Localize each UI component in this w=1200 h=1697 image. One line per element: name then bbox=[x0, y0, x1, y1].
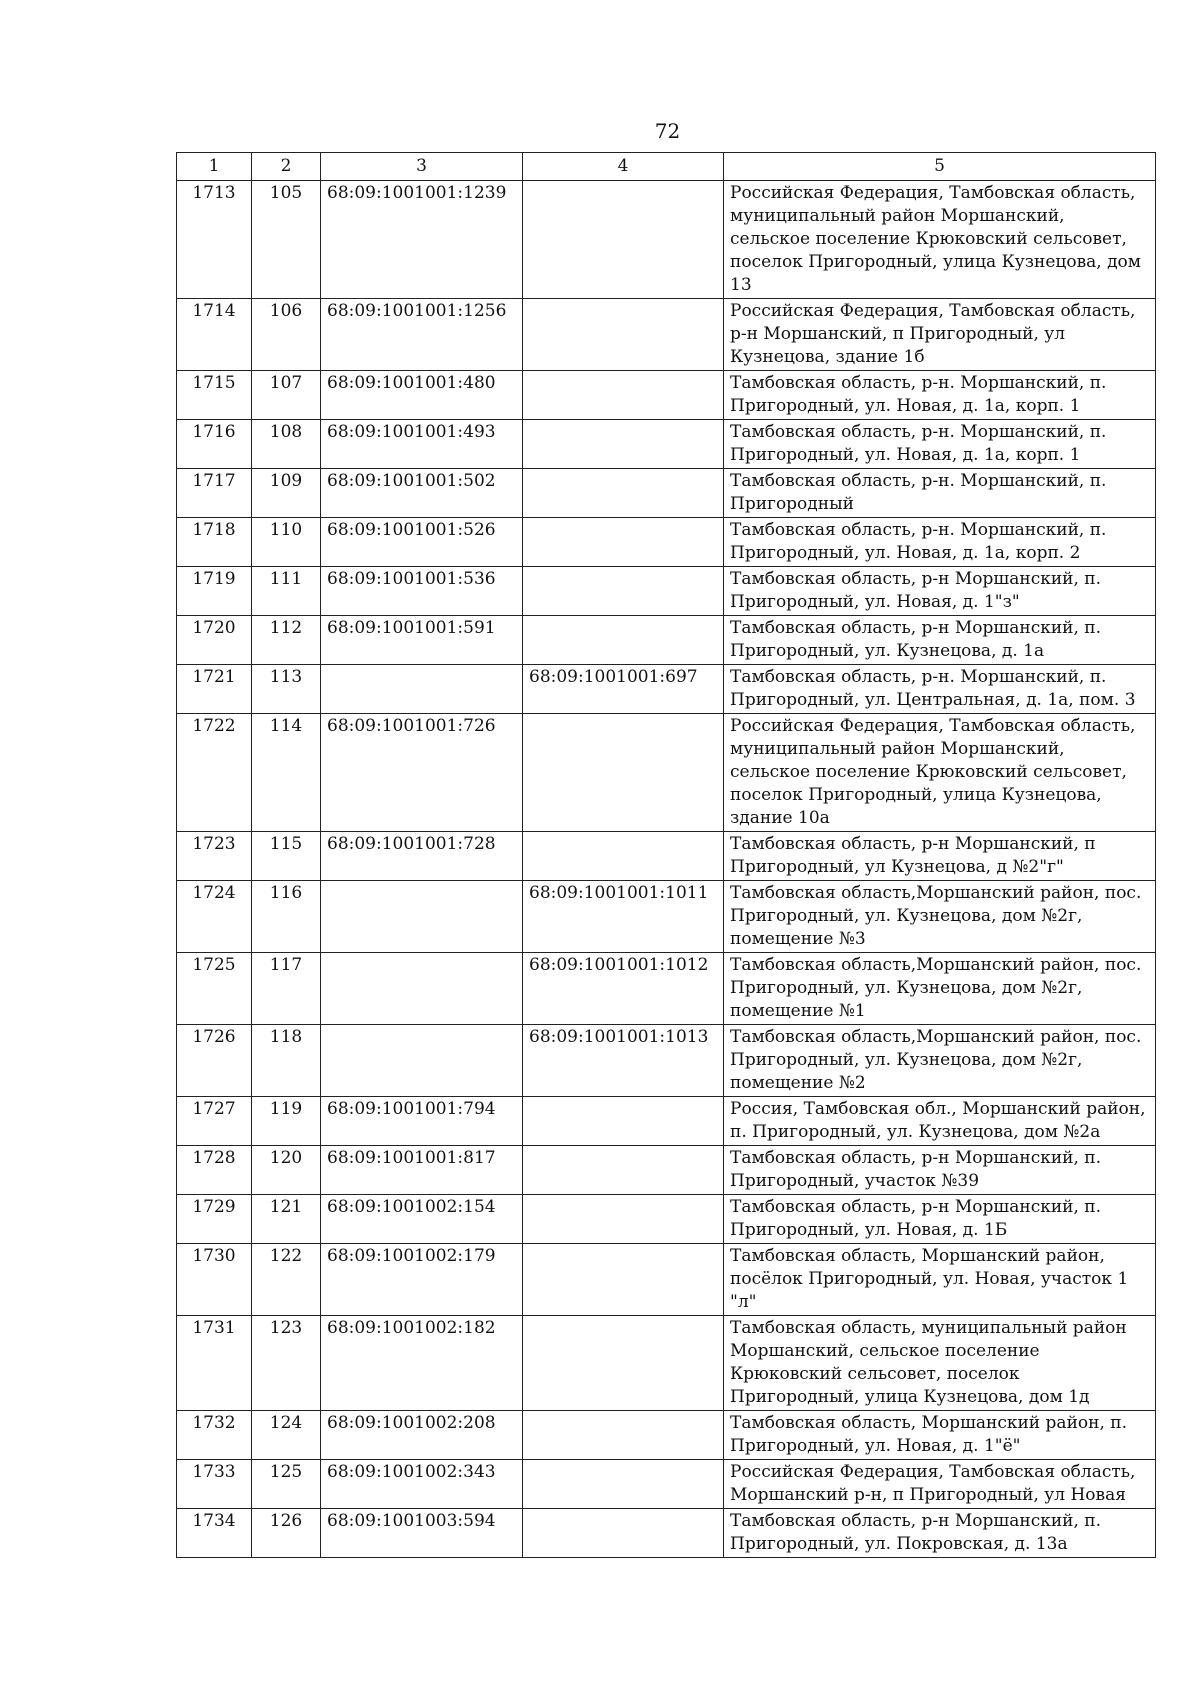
cadastral-number-premises-cell bbox=[523, 469, 724, 518]
item-number-cell: 111 bbox=[252, 567, 321, 616]
address-cell: Тамбовская область, р-н Моршанский, п Пригородный, ул Кузнецова, д №2"г" bbox=[724, 832, 1156, 881]
cadastral-number-premises-cell bbox=[523, 181, 724, 299]
cadastral-number-premises-cell bbox=[523, 1411, 724, 1460]
cadastral-number-land-cell bbox=[321, 665, 523, 714]
table-row bbox=[177, 518, 1156, 567]
cadastral-number-land-cell: 68:09:1001001:480 bbox=[321, 371, 523, 420]
cadastral-number-premises-cell bbox=[523, 832, 724, 881]
item-number-cell: 105 bbox=[252, 181, 321, 299]
cadastral-number-land-cell: 68:09:1001002:154 bbox=[321, 1195, 523, 1244]
cadastral-number-land-cell: 68:09:1001002:343 bbox=[321, 1460, 523, 1509]
row-number-cell: 1734 bbox=[177, 1509, 252, 1558]
cadastral-number-land-cell bbox=[321, 881, 523, 953]
address-cell: Тамбовская область, р-н Моршанский, п. Пригородный, ул. Новая, д. 1"з" bbox=[724, 567, 1156, 616]
address-cell: Тамбовская область, р-н Моршанский, п. Пригородный, ул. Кузнецова, д. 1а bbox=[724, 616, 1156, 665]
item-number-cell: 113 bbox=[252, 665, 321, 714]
item-number-cell: 109 bbox=[252, 469, 321, 518]
address-cell: Российская Федерация, Тамбовская область, Моршанский р-н, п Пригородный, ул Новая bbox=[724, 1460, 1156, 1509]
table-body bbox=[177, 181, 1156, 1558]
table-row bbox=[177, 567, 1156, 616]
table-row bbox=[177, 714, 1156, 832]
cadastral-number-premises-cell: 68:09:1001001:697 bbox=[523, 665, 724, 714]
cadastral-number-land-cell: 68:09:1001002:182 bbox=[321, 1316, 523, 1411]
cadastral-number-premises-cell bbox=[523, 299, 724, 371]
table-row bbox=[177, 616, 1156, 665]
cadastral-number-land-cell: 68:09:1001001:726 bbox=[321, 714, 523, 832]
row-number-cell: 1715 bbox=[177, 371, 252, 420]
row-number-cell: 1719 bbox=[177, 567, 252, 616]
table-row bbox=[177, 420, 1156, 469]
cadastral-number-land-cell bbox=[321, 953, 523, 1025]
item-number-cell: 125 bbox=[252, 1460, 321, 1509]
table-row bbox=[177, 1195, 1156, 1244]
registry-table bbox=[176, 152, 1156, 1558]
table-row bbox=[177, 1025, 1156, 1097]
item-number-cell: 114 bbox=[252, 714, 321, 832]
row-number-cell: 1726 bbox=[177, 1025, 252, 1097]
table-row bbox=[177, 1460, 1156, 1509]
row-number-cell: 1725 bbox=[177, 953, 252, 1025]
cadastral-number-land-cell bbox=[321, 1025, 523, 1097]
address-cell: Тамбовская область, р-н Моршанский, п. Пригородный, ул. Новая, д. 1Б bbox=[724, 1195, 1156, 1244]
header-col-1: 1 bbox=[177, 153, 252, 181]
cadastral-number-land-cell: 68:09:1001001:536 bbox=[321, 567, 523, 616]
cadastral-number-premises-cell bbox=[523, 714, 724, 832]
cadastral-number-premises-cell bbox=[523, 616, 724, 665]
table-row bbox=[177, 1097, 1156, 1146]
row-number-cell: 1721 bbox=[177, 665, 252, 714]
item-number-cell: 123 bbox=[252, 1316, 321, 1411]
address-cell: Тамбовская область, р-н. Моршанский, п. Пригородный bbox=[724, 469, 1156, 518]
row-number-cell: 1718 bbox=[177, 518, 252, 567]
table-row bbox=[177, 469, 1156, 518]
cadastral-number-premises-cell bbox=[523, 1460, 724, 1509]
address-cell: Тамбовская область, р-н Моршанский, п. Пригородный, ул. Покровская, д. 13а bbox=[724, 1509, 1156, 1558]
cadastral-number-premises-cell bbox=[523, 1244, 724, 1316]
item-number-cell: 117 bbox=[252, 953, 321, 1025]
cadastral-number-land-cell: 68:09:1001001:794 bbox=[321, 1097, 523, 1146]
table-header bbox=[177, 153, 1156, 181]
address-cell: Тамбовская область, Моршанский район, посёлок Пригородный, ул. Новая, участок 1 "л" bbox=[724, 1244, 1156, 1316]
address-cell: Тамбовская область, р-н. Моршанский, п. Пригородный, ул. Новая, д. 1а, корп. 1 bbox=[724, 371, 1156, 420]
cadastral-number-land-cell: 68:09:1001001:1239 bbox=[321, 181, 523, 299]
header-row bbox=[177, 153, 1156, 181]
cadastral-number-premises-cell bbox=[523, 1097, 724, 1146]
address-cell: Тамбовская область, р-н. Моршанский, п. Пригородный, ул. Новая, д. 1а, корп. 2 bbox=[724, 518, 1156, 567]
item-number-cell: 122 bbox=[252, 1244, 321, 1316]
address-cell: Тамбовская область, р-н Моршанский, п. Пригородный, участок №39 bbox=[724, 1146, 1156, 1195]
table-row bbox=[177, 371, 1156, 420]
row-number-cell: 1730 bbox=[177, 1244, 252, 1316]
row-number-cell: 1714 bbox=[177, 299, 252, 371]
item-number-cell: 108 bbox=[252, 420, 321, 469]
row-number-cell: 1727 bbox=[177, 1097, 252, 1146]
table-row bbox=[177, 832, 1156, 881]
row-number-cell: 1731 bbox=[177, 1316, 252, 1411]
item-number-cell: 126 bbox=[252, 1509, 321, 1558]
cadastral-number-premises-cell bbox=[523, 1509, 724, 1558]
item-number-cell: 112 bbox=[252, 616, 321, 665]
cadastral-number-premises-cell bbox=[523, 518, 724, 567]
address-cell: Российская Федерация, Тамбовская область, р-н Моршанский, п Пригородный, ул Кузнецова, здание 1б bbox=[724, 299, 1156, 371]
row-number-cell: 1713 bbox=[177, 181, 252, 299]
item-number-cell: 110 bbox=[252, 518, 321, 567]
cadastral-number-premises-cell: 68:09:1001001:1011 bbox=[523, 881, 724, 953]
table-row bbox=[177, 1509, 1156, 1558]
table-row bbox=[177, 1244, 1156, 1316]
address-cell: Россия, Тамбовская обл., Моршанский район, п. Пригородный, ул. Кузнецова, дом №2а bbox=[724, 1097, 1156, 1146]
cadastral-number-premises-cell bbox=[523, 567, 724, 616]
cadastral-number-premises-cell bbox=[523, 1316, 724, 1411]
cadastral-number-land-cell: 68:09:1001002:179 bbox=[321, 1244, 523, 1316]
table-row bbox=[177, 1316, 1156, 1411]
address-cell: Тамбовская область,Моршанский район, пос. Пригородный, ул. Кузнецова, дом №2г, помещение №3 bbox=[724, 881, 1156, 953]
address-cell: Тамбовская область,Моршанский район, пос. Пригородный, ул. Кузнецова, дом №2г, помещение №1 bbox=[724, 953, 1156, 1025]
table-row bbox=[177, 1146, 1156, 1195]
row-number-cell: 1733 bbox=[177, 1460, 252, 1509]
item-number-cell: 115 bbox=[252, 832, 321, 881]
cadastral-number-land-cell: 68:09:1001001:502 bbox=[321, 469, 523, 518]
table-row bbox=[177, 1411, 1156, 1460]
row-number-cell: 1716 bbox=[177, 420, 252, 469]
table-row bbox=[177, 181, 1156, 299]
cadastral-number-land-cell: 68:09:1001001:591 bbox=[321, 616, 523, 665]
address-cell: Российская Федерация, Тамбовская область, муниципальный район Моршанский, сельское поселение Крюковский сельсовет, поселок Пригородный, улица Кузнецова, дом 13 bbox=[724, 181, 1156, 299]
address-cell: Тамбовская область, р-н. Моршанский, п. Пригородный, ул. Новая, д. 1а, корп. 1 bbox=[724, 420, 1156, 469]
cadastral-number-premises-cell bbox=[523, 371, 724, 420]
row-number-cell: 1720 bbox=[177, 616, 252, 665]
cadastral-number-land-cell: 68:09:1001001:1256 bbox=[321, 299, 523, 371]
item-number-cell: 116 bbox=[252, 881, 321, 953]
item-number-cell: 121 bbox=[252, 1195, 321, 1244]
header-col-5: 5 bbox=[724, 153, 1156, 181]
address-cell: Российская Федерация, Тамбовская область, муниципальный район Моршанский, сельское поселение Крюковский сельсовет, поселок Пригородный, улица Кузнецова, здание 10а bbox=[724, 714, 1156, 832]
row-number-cell: 1723 bbox=[177, 832, 252, 881]
item-number-cell: 120 bbox=[252, 1146, 321, 1195]
item-number-cell: 119 bbox=[252, 1097, 321, 1146]
address-cell: Тамбовская область,Моршанский район, пос. Пригородный, ул. Кузнецова, дом №2г, помещение №2 bbox=[724, 1025, 1156, 1097]
item-number-cell: 124 bbox=[252, 1411, 321, 1460]
row-number-cell: 1722 bbox=[177, 714, 252, 832]
cadastral-number-land-cell: 68:09:1001002:208 bbox=[321, 1411, 523, 1460]
page-number: 72 bbox=[654, 119, 681, 143]
cadastral-number-premises-cell bbox=[523, 1195, 724, 1244]
table-row bbox=[177, 953, 1156, 1025]
cadastral-number-land-cell: 68:09:1001003:594 bbox=[321, 1509, 523, 1558]
cadastral-number-land-cell: 68:09:1001001:493 bbox=[321, 420, 523, 469]
address-cell: Тамбовская область, муниципальный район Моршанский, сельское поселение Крюковский сельсовет, поселок Пригородный, улица Кузнецова, дом 1д bbox=[724, 1316, 1156, 1411]
cadastral-number-premises-cell bbox=[523, 420, 724, 469]
header-col-4: 4 bbox=[523, 153, 724, 181]
cadastral-number-land-cell: 68:09:1001001:526 bbox=[321, 518, 523, 567]
cadastral-number-premises-cell bbox=[523, 1146, 724, 1195]
table-row bbox=[177, 881, 1156, 953]
item-number-cell: 118 bbox=[252, 1025, 321, 1097]
address-cell: Тамбовская область, р-н. Моршанский, п. Пригородный, ул. Центральная, д. 1а, пом. 3 bbox=[724, 665, 1156, 714]
item-number-cell: 107 bbox=[252, 371, 321, 420]
row-number-cell: 1717 bbox=[177, 469, 252, 518]
header-col-3: 3 bbox=[321, 153, 523, 181]
row-number-cell: 1729 bbox=[177, 1195, 252, 1244]
row-number-cell: 1728 bbox=[177, 1146, 252, 1195]
item-number-cell: 106 bbox=[252, 299, 321, 371]
row-number-cell: 1732 bbox=[177, 1411, 252, 1460]
row-number-cell: 1724 bbox=[177, 881, 252, 953]
header-col-2: 2 bbox=[252, 153, 321, 181]
table-row bbox=[177, 665, 1156, 714]
cadastral-number-land-cell: 68:09:1001001:728 bbox=[321, 832, 523, 881]
cadastral-number-premises-cell: 68:09:1001001:1013 bbox=[523, 1025, 724, 1097]
table-row bbox=[177, 299, 1156, 371]
cadastral-number-premises-cell: 68:09:1001001:1012 bbox=[523, 953, 724, 1025]
cadastral-number-land-cell: 68:09:1001001:817 bbox=[321, 1146, 523, 1195]
address-cell: Тамбовская область, Моршанский район, п. Пригородный, ул. Новая, д. 1"ё" bbox=[724, 1411, 1156, 1460]
